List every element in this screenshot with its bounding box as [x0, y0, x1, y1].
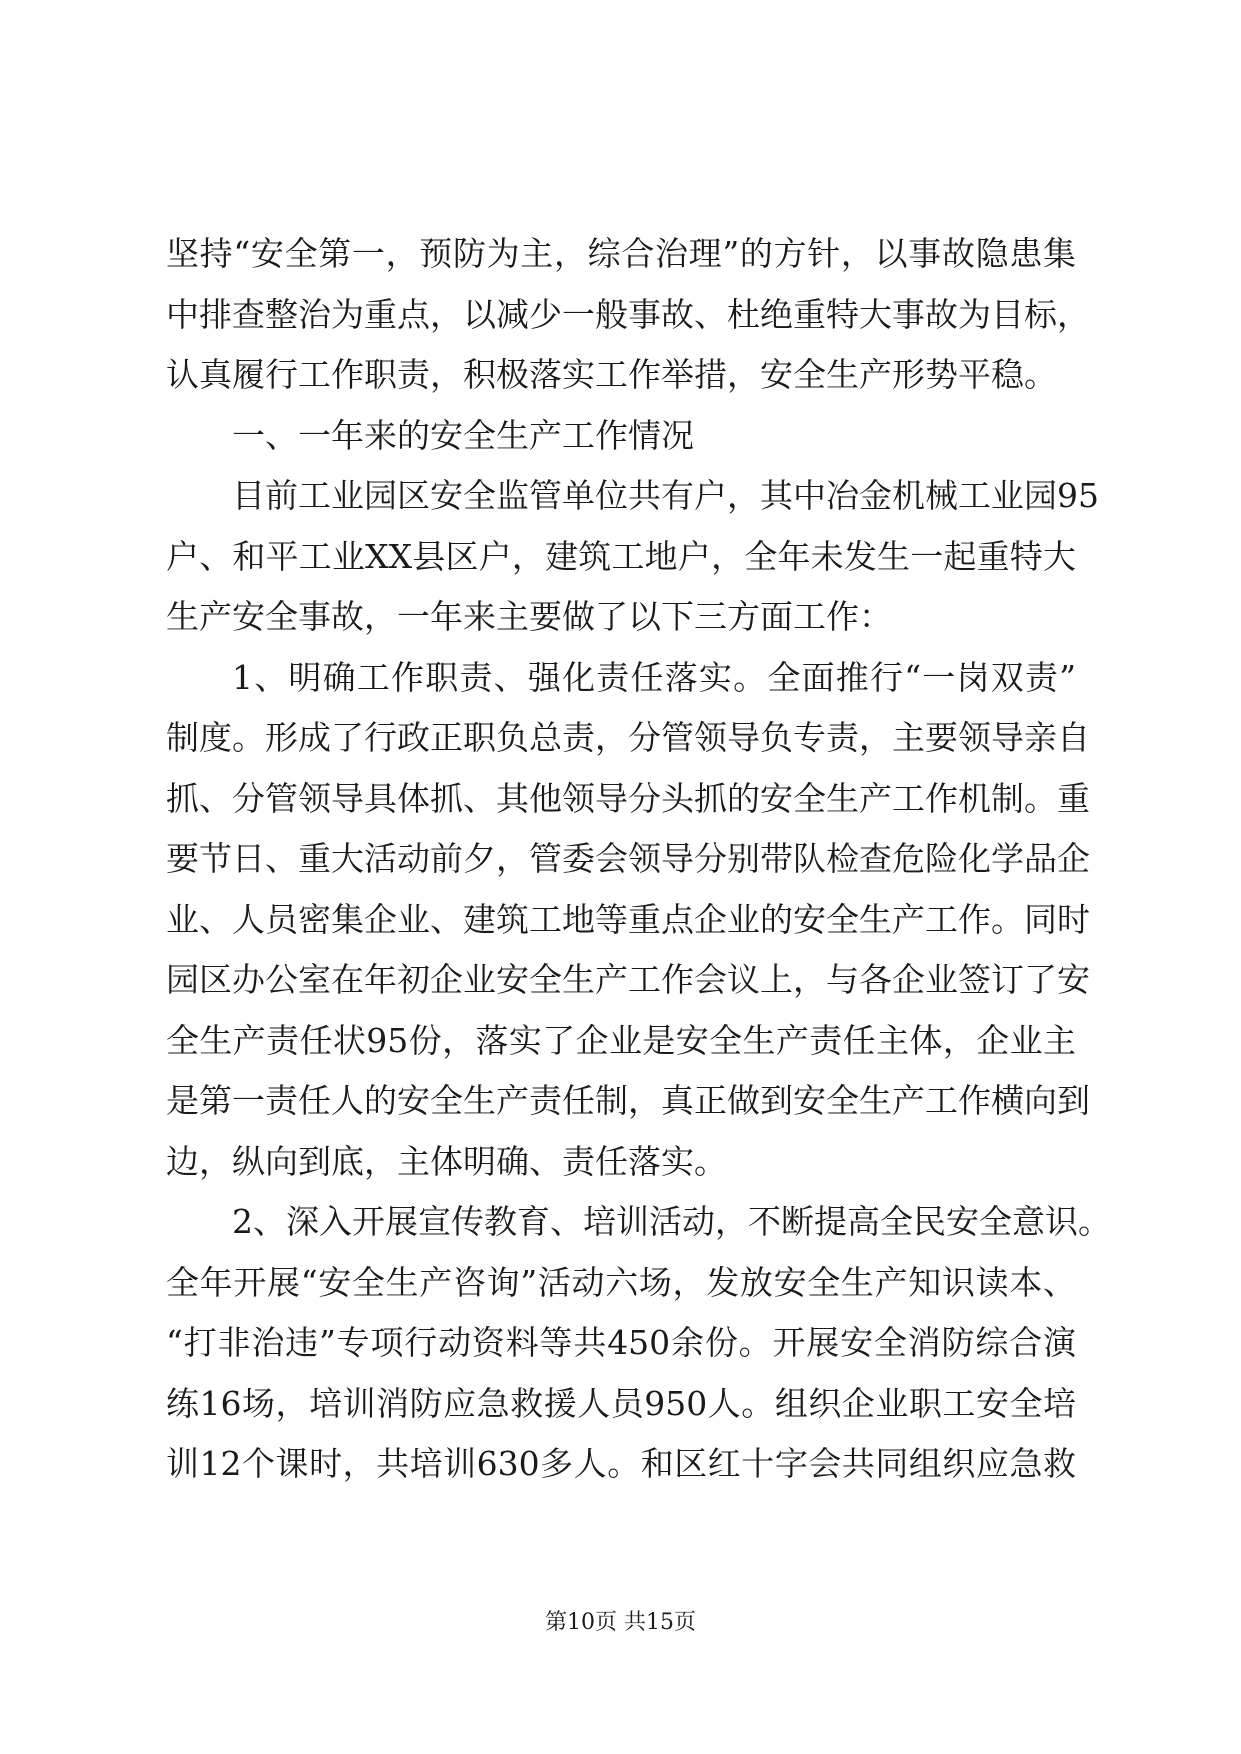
body-line: 中排查整治为重点，以减少一般事故、杜绝重特大事故为目标， [166, 294, 1090, 334]
body-line: 是第一责任人的安全生产责任制，真正做到安全生产工作横向到 [166, 1081, 1090, 1120]
document-body [166, 224, 1111, 1495]
body-line: “打非治违”专项行动资料等共450余份。开展安全消防综合演 [166, 1323, 1076, 1362]
body-line: 业、人员密集企业、建筑工地等重点企业的安全生产工作。同时 [166, 899, 1090, 939]
body-line: 训12个课时，共培训630多人。和区红十字会共同组织应急救 [166, 1444, 1076, 1483]
body-line: 坚持“安全第一，预防为主，综合治理”的方针，以事故隐患集 [166, 234, 1076, 273]
body-line: 抓、分管领导具体抓、其他领导分头抓的安全生产工作机制。重 [166, 778, 1090, 818]
body-line: 练16场，培训消防应急救援人员950人。组织企业职工安全培 [166, 1383, 1076, 1423]
body-line: 目前工业园区安全监管单位共有户，其中冶金机械工业园95 [232, 476, 1099, 515]
body-line: 户、和平工业XX县区户，建筑工地户，全年未发生一起重特大 [166, 536, 1076, 576]
body-line: 全年开展“安全生产咨询”活动六场，发放安全生产知识读本、 [166, 1262, 1076, 1302]
body-line: 1、明确工作职责、强化责任落实。全面推行“一岗双责” [232, 657, 1076, 697]
body-line: 2、深入开展宣传教育、培训活动，不断提高全民安全意识。 [232, 1202, 1111, 1241]
body-line: 认真履行工作职责，积极落实工作举措，安全生产形势平稳。 [166, 355, 1057, 394]
body-line: 制度。形成了行政正职负总责，分管领导负专责，主要领导亲自 [166, 718, 1090, 757]
body-line: 园区办公室在年初企业安全生产工作会议上，与各企业签订了安 [166, 960, 1090, 999]
body-line: 边，纵向到底，主体明确、责任落实。 [166, 1141, 727, 1181]
body-line: 要节日、重大活动前夕，管委会领导分别带队检查危险化学品企 [166, 839, 1090, 878]
section-heading: 一、一年来的安全生产工作情况 [232, 415, 694, 455]
page-number: 第10页 共15页 [545, 1610, 696, 1635]
body-line: 生产安全事故，一年来主要做了以下三方面工作： [166, 597, 892, 636]
body-line: 全生产责任状95份，落实了企业是安全生产责任主体，企业主 [166, 1020, 1076, 1060]
